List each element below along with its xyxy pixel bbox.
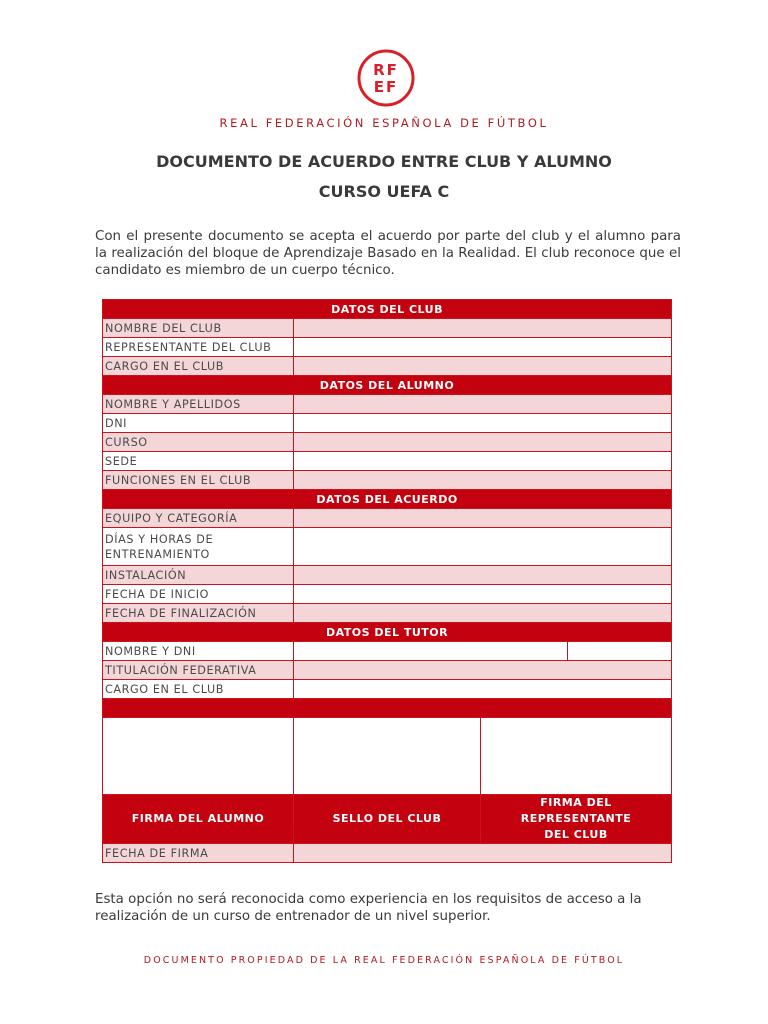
field-input-dias-horas[interactable] — [294, 528, 672, 566]
field-input-dni[interactable] — [294, 414, 672, 433]
field-label-fecha-finalizacion: FECHA DE FINALIZACIÓN — [103, 604, 294, 623]
section-header-alumno: DATOS DEL ALUMNO — [103, 376, 672, 395]
field-label-fecha-inicio: FECHA DE INICIO — [103, 585, 294, 604]
field-input-sede[interactable] — [294, 452, 672, 471]
field-input-cargo-tutor[interactable] — [294, 680, 672, 699]
field-input-equipo-categoria[interactable] — [294, 509, 672, 528]
signature-box-representante[interactable] — [481, 718, 672, 795]
disclaimer-note: Esta opción no será reconocida como experiencia en los requisitos de acceso a la realización de un curso de entrenador de un nivel superior. — [95, 892, 642, 924]
field-input-instalacion[interactable] — [294, 566, 672, 585]
section-header-acuerdo: DATOS DEL ACUERDO — [103, 490, 672, 509]
logo-text-top: RF — [373, 61, 399, 79]
field-input-fecha-firma[interactable] — [294, 844, 672, 863]
field-label-representante: REPRESENTANTE DEL CLUB — [103, 338, 294, 357]
section-header-tutor: DATOS DEL TUTOR — [103, 623, 672, 642]
signature-label-sello: SELLO DEL CLUB — [294, 795, 481, 844]
field-input-cargo-club[interactable] — [294, 357, 672, 376]
field-label-curso: CURSO — [103, 433, 294, 452]
logo-text-bottom: EF — [373, 78, 399, 96]
field-label-nombre-apellidos: NOMBRE Y APELLIDOS — [103, 395, 294, 414]
signature-header-bar — [103, 699, 672, 718]
field-input-nombre-tutor[interactable] — [294, 642, 568, 661]
field-input-nombre-club[interactable] — [294, 319, 672, 338]
org-name: REAL FEDERACIÓN ESPAÑOLA DE FÚTBOL — [219, 116, 549, 130]
field-input-fecha-inicio[interactable] — [294, 585, 672, 604]
signature-box-sello[interactable] — [294, 718, 481, 795]
field-label-nombre-dni-tutor: NOMBRE Y DNI — [103, 642, 294, 661]
field-label-sede: SEDE — [103, 452, 294, 471]
field-label-fecha-firma: FECHA DE FIRMA — [103, 844, 294, 863]
field-input-dni-tutor[interactable] — [568, 642, 672, 661]
field-input-representante[interactable] — [294, 338, 672, 357]
field-input-nombre-apellidos[interactable] — [294, 395, 672, 414]
field-input-titulacion[interactable] — [294, 661, 672, 680]
field-label-dni: DNI — [103, 414, 294, 433]
document-title: DOCUMENTO DE ACUERDO ENTRE CLUB Y ALUMNO — [156, 152, 612, 171]
signature-label-representante: FIRMA DEL REPRESENTANTE DEL CLUB — [481, 795, 672, 844]
intro-paragraph: Con el presente documento se acepta el acuerdo por parte del club y el alumno para la realización del bloque de Aprendizaje Basado en la Realidad. El club reconoce que el candidato es miembro de un cuerpo técnico. — [95, 229, 681, 278]
field-label-titulacion: TITULACIÓN FEDERATIVA — [103, 661, 294, 680]
field-label-instalacion: INSTALACIÓN — [103, 566, 294, 585]
field-label-nombre-club: NOMBRE DEL CLUB — [103, 319, 294, 338]
field-label-cargo-club: CARGO EN EL CLUB — [103, 357, 294, 376]
signature-box-alumno[interactable] — [103, 718, 294, 795]
field-input-funciones[interactable] — [294, 471, 672, 490]
field-input-fecha-finalizacion[interactable] — [294, 604, 672, 623]
field-input-curso[interactable] — [294, 433, 672, 452]
agreement-form — [102, 299, 672, 863]
signature-label-alumno: FIRMA DEL ALUMNO — [103, 795, 294, 844]
field-label-equipo-categoria: EQUIPO Y CATEGORÍA — [103, 509, 294, 528]
document-subtitle: CURSO UEFA C — [318, 182, 450, 201]
section-header-club: DATOS DEL CLUB — [103, 300, 672, 319]
field-label-funciones: FUNCIONES EN EL CLUB — [103, 471, 294, 490]
rfef-logo — [357, 49, 415, 107]
field-label-cargo-tutor: CARGO EN EL CLUB — [103, 680, 294, 699]
field-label-dias-horas: DÍAS Y HORAS DE ENTRENAMIENTO — [103, 528, 294, 566]
footer-text: DOCUMENTO PROPIEDAD DE LA REAL FEDERACIÓN ESPAÑOLA DE FÚTBOL — [143, 955, 625, 966]
